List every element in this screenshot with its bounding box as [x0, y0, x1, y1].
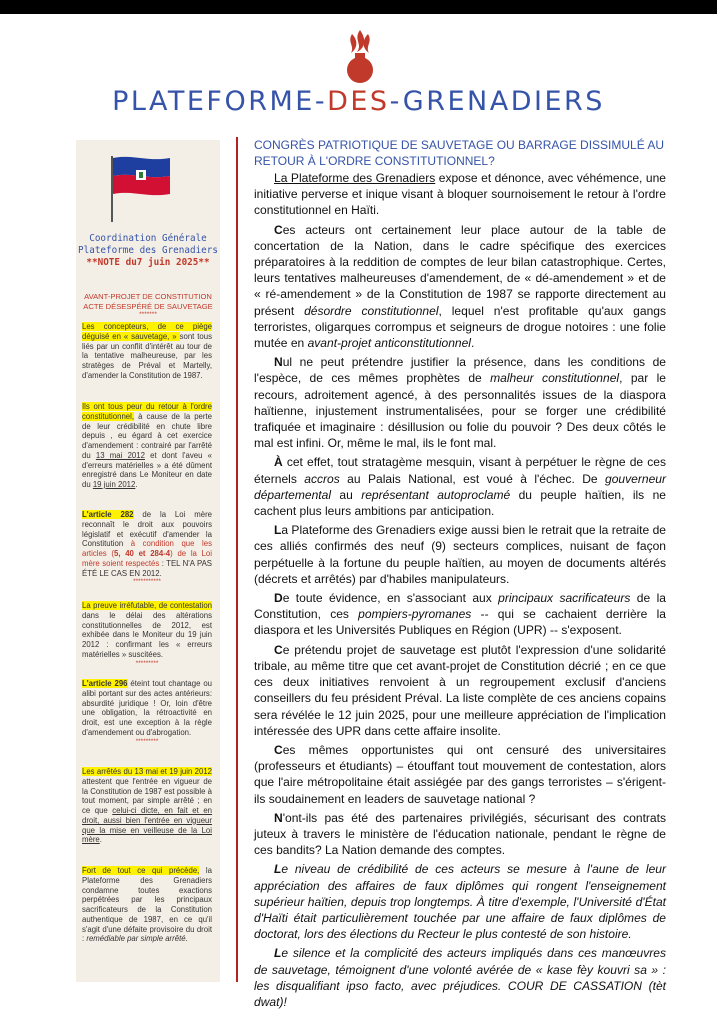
- sidebar-paragraph-4: La preuve irréfutable, de contestation dans le délai des altérations constitutionnelles de 2012, est exhibée dans le Moniteur du 19 juin 2012 : confirmant les « erreurs matérielles » suscitées. *********: [82, 601, 212, 667]
- article-paragraph: La Plateforme des Grenadiers expose et dénonce, avec véhémence, une initiative perverse et inique visant à bloquer sournoisement le retour à l'ordre constitutionnel en Haïti.: [254, 171, 666, 218]
- sidebar-paragraph-3: L'article 282 de la Loi mère reconnaît le droit aux pouvoirs législatif et exécutif d'amender la Constitution à condition que les articles (5, 40 et 284-4) de la Loi mère soient respectés : TEL N'A PAS ÉTÉ LE CAS EN 2012. ***********: [82, 510, 212, 586]
- page-header: PLATEFORME-DES-GRENADIERS: [112, 86, 605, 117]
- article-title: CONGRÈS PATRIOTIQUE DE SAUVETAGE OU BARRAGE DISSIMULÉ AU RETOUR À L'ORDRE CONSTITUTIONNEL?: [254, 138, 665, 168]
- sidebar-paragraph-6: Les arrêtés du 13 mai et 19 juin 2012 attestent que l'entrée en vigueur de la Constitution de 1987 est possible à tout moment, par simple arrêté ; en ce que celui-ci dicte, en fait et en droit, aussi bien l'entrée en vigueur que la mise en veilleuse de la Loi mère.: [82, 767, 213, 845]
- sidebar-paragraph-1: Les concepteurs, de ce piège déguisé en « sauvetage, » sont tous liés par un conflit d'intérêt au tour de la tentative malheureuse, par les stratèges de Préval et Martelly, d'amender la Constitution de 1987.: [82, 322, 213, 380]
- note-date: **NOTE du7 juin 2025**: [86, 257, 210, 268]
- article-paragraph: Ces acteurs ont certainement leur place autour de la table de concertation de la Nation, dans le cadre spécifique des exercices préparatoires à la reddition de comptes de leur bilan catastrophique. Certes, leurs tentatives malheureuses d'amendement, de « dé-amendement » et de « ré-amendement » de la Constitution de 1987 se rapporte directement au présent désordre constitutionnel, lequel n'est profitable qu'aux gangs terroristes, oligarques corrompus et seigneurs de drogue notoires : une folie mutée en avant-projet anticonstitutionnel.: [254, 222, 666, 351]
- coordination-line2: Plateforme des Grenadiers: [78, 245, 218, 256]
- article-paragraph: Ces mêmes opportunistes qui ont censuré des universitaires (professeurs et étudiants) – étouffant tout mouvement de contestation, alors que l'aire métropolitaine était assiégée par des gangs terroristes – s'érigent-ils soudainement en leaders de sauvetage national ?: [254, 742, 666, 806]
- sidebar-paragraph-7: Fort de tout ce qui précède, la Plateforme des Grenadiers condamne toutes exactions perpétrées par les principaux sacrificateurs de la Constitution authentique de 1987, en ce qu'il s'agit d'une défaite provisoire du droit : remédiable par simple arrêté.: [82, 866, 212, 944]
- avant-projet-heading: AVANT-PROJET DE CONSTITUTION ACTE DÉSESPÉRÉ DE SAUVETAGE *******: [83, 292, 213, 319]
- article-paragraph: À cet effet, tout stratagème mesquin, visant à perpétuer le règne de ces éternels accros au Palais National, est voué à l'échec. De gouverneur départemental au représentant autoproclamé du peuple haïtien, ils ne cachent plus leurs ambitions par anticipation.: [254, 455, 666, 519]
- article-paragraph: Le silence et la complicité des acteurs impliqués dans ces manœuvres de sauvetage, témoignent d'une volonté avérée de « kase fèy kouvri sa » : les disqualifiant ipso facto, avec préjudices. COUR DE CASSATION (tèt dwat)!: [254, 946, 666, 1009]
- article-paragraph: N'ont-ils pas été des partenaires privilégiés, sécurisant des contrats juteux à travers le ministère de l'éducation nationale, pendant le règne de ces bandits? La Nation demande des comptes.: [254, 810, 666, 858]
- main-article: [254, 138, 666, 1013]
- column-divider: [236, 137, 238, 982]
- sidebar-paragraph-5: L'article 296 éteint tout chantage ou alibi portant sur des actes antérieurs: absurdité juridique ! Or, loin d'être une obligation, la rétroactivité en droit, est une exception à la règle d'amendement ou d'abrogation. *********: [82, 679, 213, 745]
- top-black-bar: [0, 0, 717, 14]
- coordination-block: [76, 233, 220, 269]
- article-paragraph: La Plateforme des Grenadiers exige aussi bien le retrait que la retraite de ces alliés confirmés des neuf (9) secteurs complices, nuisant de façon perpétuelle à la fortune du peuple haïtien, au moyen de documents altérés (décrets et arrêtés) par d'habiles manipulateurs.: [254, 523, 666, 586]
- sidebar-paragraph-2: Ils ont tous peur du retour à l'ordre constitutionnel, à cause de la perte de leur crédibilité en chute libre depuis , eu égard à cet exercice d'amendement : contrairé par l'arrêté du 13 mai 2012 et dont l'aveu « d'erreurs matérielles » a été dûment enregistré dans Le Moniteur en date du 19 juin 2012.: [82, 402, 213, 489]
- article-paragraph: Ce prétendu projet de sauvetage est plutôt l'expression d'une solidarité tribale, au même titre que cet avant-projet de Constitution décrié ; en ce que ces deux initiatives renvoient à un regroupement exclusif d'anciens conseillers du feu président Préval. La liste complète de ces anciens copains sera révélée le 12 juin 2025, pour une meilleure appréciation de l'implication intéressée des UPR dans cette affaire insolite.: [254, 642, 666, 738]
- article-paragraph: De toute évidence, en s'associant aux principaux sacrificateurs de la Constitution, ces pompiers-pyromanes -- qui se cachaient derrière la diaspora et les Universités Publiques en Région (UPR) -- s'exposent.: [254, 591, 666, 638]
- coordination-line1: Coordination Générale: [89, 233, 207, 244]
- haiti-flag-icon: [104, 152, 174, 224]
- article-paragraph: Le niveau de crédibilité de ces acteurs se mesure à l'aune de leur appréciation des affaires de faux diplômes qui rongent l'enseignement supérieur haïtien, depuis trop longtemps. À titre d'exemple, l'Université d'État d'Haïti était particulièrement touchée par une affaire de faux diplômes de doctorat, lors des élections du Recteur le plus contesté de son histoire.: [254, 862, 666, 942]
- article-paragraph: Nul ne peut prétendre justifier la présence, dans les conditions de l'espèce, de ces mêmes prophètes de malheur constitutionnel, par le recours, adroitement agencé, à des personnalités issues de la diaspora haïtienne, injustement instrumentalisées, pour se forger une crédibilité trafiquée et imaginaire : désillusion ou folie du pouvoir ? Des deux côtés le mal est infini. Or, même le mal, ils le font mal.: [254, 355, 666, 451]
- grenade-emblem-icon: [333, 28, 387, 86]
